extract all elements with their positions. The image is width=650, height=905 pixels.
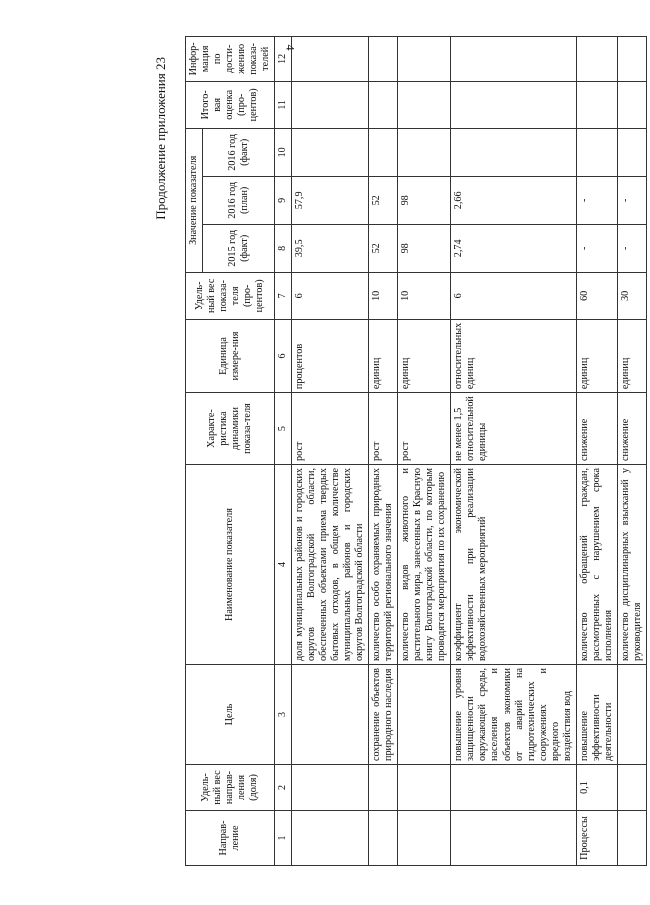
- value-2016-plan-cell: 57,9: [292, 176, 369, 224]
- indicator-weight-cell: 6: [451, 272, 576, 319]
- score-cell: [617, 81, 646, 128]
- table-row: [398, 36, 451, 865]
- header-goal: Цель: [186, 665, 275, 765]
- value-2016-plan-cell: 2,66: [451, 176, 576, 224]
- info-cell: [398, 36, 451, 81]
- column-number: 5: [275, 393, 292, 465]
- column-number: 2: [275, 765, 292, 811]
- direction-weight-cell: [451, 765, 576, 811]
- page-number: 4: [283, 44, 298, 51]
- goal-cell: [617, 665, 646, 765]
- header-direction-weight: Удель-ный вес направ-ления (доля): [186, 765, 275, 811]
- value-2015-fact-cell: -: [617, 224, 646, 272]
- value-2016-plan-cell: 52: [369, 176, 398, 224]
- score-cell: [292, 81, 369, 128]
- value-2015-fact-cell: 2,74: [451, 224, 576, 272]
- info-cell: [617, 36, 646, 81]
- value-2016-fact-cell: [617, 128, 646, 176]
- table-row: [292, 36, 369, 865]
- direction-weight-cell: 0,1: [576, 765, 617, 811]
- info-cell: [369, 36, 398, 81]
- value-2015-fact-cell: 98: [398, 224, 451, 272]
- unit-cell: единиц: [617, 319, 646, 392]
- info-cell: [451, 36, 576, 81]
- column-number: 4: [275, 465, 292, 665]
- info-cell: [292, 36, 369, 81]
- header-2016-fact: 2016 год (факт): [203, 128, 275, 176]
- indicator-name-cell: количество дисциплинарных взысканий у руководителя: [617, 465, 646, 665]
- direction-cell: Процессы: [576, 811, 617, 866]
- goal-cell: повышение эффективности деятельности: [576, 665, 617, 765]
- value-2016-fact-cell: [576, 128, 617, 176]
- header-indicator-weight: Удель-ный вес показа-теля (про-центов): [186, 272, 275, 319]
- column-number: 10: [275, 128, 292, 176]
- goal-cell: сохранение объектов природного наследия: [369, 665, 398, 765]
- value-2015-fact-cell: 39,5: [292, 224, 369, 272]
- header-2016-plan: 2016 год (план): [203, 176, 275, 224]
- value-2016-plan-cell: -: [617, 176, 646, 224]
- appendix-caption: Продолжение приложения 23: [153, 57, 168, 220]
- score-cell: [451, 81, 576, 128]
- direction-weight-cell: [292, 765, 369, 811]
- indicator-name-cell: количество обращений граждан, рассмотренных с нарушением срока исполнения: [576, 465, 617, 665]
- value-2016-fact-cell: [369, 128, 398, 176]
- dynamics-cell: не менее 1,5 относительной единицы: [451, 393, 576, 465]
- unit-cell: единиц: [398, 319, 451, 392]
- column-number: 12: [275, 36, 292, 81]
- column-number-row: [275, 36, 292, 865]
- dynamics-cell: рост: [292, 393, 369, 465]
- dynamics-cell: рост: [369, 393, 398, 465]
- header-unit: Единица измере-ния: [186, 319, 275, 392]
- goal-cell: [292, 665, 369, 765]
- value-2016-fact-cell: [398, 128, 451, 176]
- indicator-weight-cell: 10: [398, 272, 451, 319]
- rotated-page-content: [150, 35, 650, 890]
- value-2015-fact-cell: 52: [369, 224, 398, 272]
- goal-cell: [398, 665, 451, 765]
- indicator-name-cell: коэффициент экономической эффективности при реализации водохозяйственных мероприятий: [451, 465, 576, 665]
- table-row: [451, 36, 576, 865]
- header-2015-fact: 2015 год (факт): [203, 224, 275, 272]
- indicator-weight-cell: 6: [292, 272, 369, 319]
- unit-cell: единиц: [369, 319, 398, 392]
- score-cell: [398, 81, 451, 128]
- score-cell: [369, 81, 398, 128]
- indicator-name-cell: доля муниципальных районов и городских округов Волгоградской области, обеспеченных объектами приема твердых бытовых отходов, в общем количестве муниципальных районов и городских округов Волгоградской области: [292, 465, 369, 665]
- value-2016-fact-cell: [451, 128, 576, 176]
- header-value-group: Значение показателя: [186, 128, 203, 272]
- indicator-weight-cell: 30: [617, 272, 646, 319]
- direction-cell: [369, 811, 398, 866]
- value-2016-fact-cell: [292, 128, 369, 176]
- header-info: Инфор-мация по дости-жению показа-телей: [186, 36, 275, 81]
- column-number: 7: [275, 272, 292, 319]
- value-2016-plan-cell: -: [576, 176, 617, 224]
- header-score: Итого-вая оценка (про-центов): [186, 81, 275, 128]
- column-number: 9: [275, 176, 292, 224]
- header-direction: Направ-ление: [186, 811, 275, 866]
- goal-cell: повышение уровня защищенности окружающей среды, населения и объектов экономики от аварий на гидротехнических сооружениях и вредного воздействия вод: [451, 665, 576, 765]
- indicator-weight-cell: 60: [576, 272, 617, 319]
- direction-cell: [292, 811, 369, 866]
- indicator-name-cell: количество особо охраняемых природных территорий регионального значения: [369, 465, 398, 665]
- header-indicator-name: Наименование показателя: [186, 465, 275, 665]
- value-2015-fact-cell: -: [576, 224, 617, 272]
- indicators-table: [185, 36, 647, 866]
- header-dynamics: Характе-ристика динамики показа-теля: [186, 393, 275, 465]
- indicator-name-cell: количество видов животного и растительного мира, занесенных в Красную книгу Волгоградской области, по которым проводятся мероприятия по их сохранению: [398, 465, 451, 665]
- indicator-weight-cell: 10: [369, 272, 398, 319]
- column-number: 3: [275, 665, 292, 765]
- unit-cell: относительных единиц: [451, 319, 576, 392]
- column-number: 11: [275, 81, 292, 128]
- direction-weight-cell: [369, 765, 398, 811]
- dynamics-cell: снижение: [576, 393, 617, 465]
- direction-cell: [398, 811, 451, 866]
- table-row: [576, 36, 617, 865]
- column-number: 8: [275, 224, 292, 272]
- unit-cell: процентов: [292, 319, 369, 392]
- unit-cell: единиц: [576, 319, 617, 392]
- score-cell: [576, 81, 617, 128]
- direction-weight-cell: [617, 765, 646, 811]
- column-number: 1: [275, 811, 292, 866]
- direction-cell: [451, 811, 576, 866]
- dynamics-cell: снижение: [617, 393, 646, 465]
- table-row: [617, 36, 646, 865]
- direction-cell: [617, 811, 646, 866]
- value-2016-plan-cell: 98: [398, 176, 451, 224]
- info-cell: [576, 36, 617, 81]
- table-row: [369, 36, 398, 865]
- direction-weight-cell: [398, 765, 451, 811]
- column-number: 6: [275, 319, 292, 392]
- dynamics-cell: рост: [398, 393, 451, 465]
